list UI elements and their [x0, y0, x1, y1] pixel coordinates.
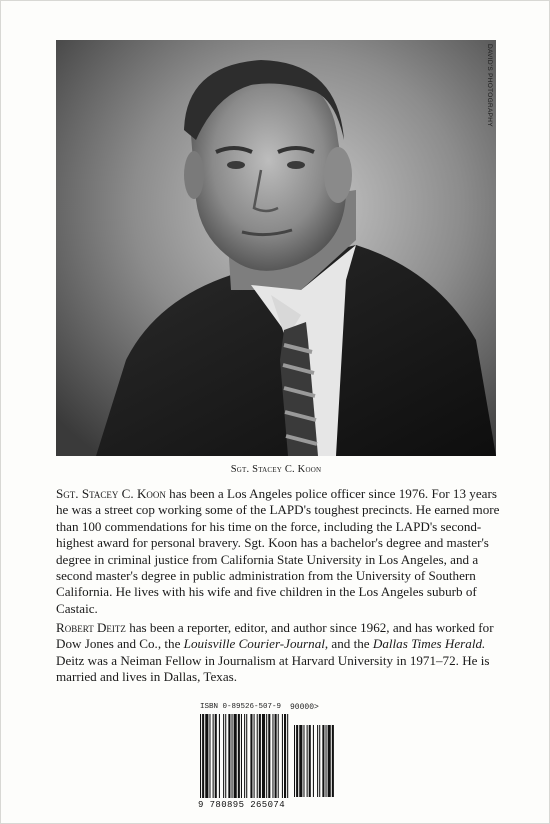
barcode-bar — [225, 714, 226, 798]
barcode-bar — [234, 714, 237, 798]
barcode-bar — [223, 714, 224, 798]
barcode-bar — [303, 725, 304, 797]
barcode-bar — [219, 714, 220, 798]
barcode-bar — [254, 714, 255, 798]
barcode-bar — [317, 725, 318, 797]
barcode-bar — [296, 725, 298, 797]
barcode-bar — [213, 714, 214, 798]
barcode-bar — [275, 714, 277, 798]
koon-bio-text: has been a Los Angeles police officer since 1976. For 13 years he was a street cop working some of the LAPD's toughest precincts. He earned more than 100 commendations for his time on the force, including the LAPD's second-highest award for personal bravery. Sgt. Koon has a bachelor's degree and master's degree in criminal justice from California State University in Los Angeles, and a second master's degree in public administration from the University of Southern California. He lives with his wife and five children in the Los Angeles suburb of Castaic. — [56, 486, 500, 616]
isbn-barcode — [198, 703, 348, 811]
barcode-bar — [287, 714, 288, 798]
koon-biography — [56, 486, 500, 617]
koon-name: Sgt. Stacey C. Koon — [56, 486, 166, 501]
barcode-bar — [284, 714, 286, 798]
deitz-bio-text-a: has been a reporter, editor, and author since 1962, and has worked for Dow Jones and Co., the — [56, 620, 494, 652]
barcode-bar — [262, 714, 265, 798]
barcode-bar — [268, 714, 270, 798]
barcode-bar — [326, 725, 327, 797]
photo-credit: DAVID'S PHOTOGRAPHY — [486, 44, 493, 127]
barcode-bar — [313, 725, 314, 797]
barcode-bar — [238, 714, 240, 798]
barcode-bar — [250, 714, 252, 798]
barcode-bar — [200, 714, 201, 798]
barcode-bar — [328, 725, 331, 797]
barcode-bar — [309, 725, 311, 797]
barcode-bar — [266, 714, 267, 798]
barcode-bar — [272, 714, 273, 798]
barcode-bar — [228, 714, 230, 798]
deitz-bio-text-c: Deitz was a Neiman Fellow in Journalism at Harvard University in 1971–72. He is married and lives in Dallas, Texas. — [56, 652, 490, 685]
barcode-bar — [294, 725, 295, 797]
author-photo — [56, 40, 496, 456]
author-portrait-image — [56, 40, 496, 456]
deitz-biography — [56, 620, 500, 686]
barcode-bar — [241, 714, 242, 798]
barcode-bar — [319, 725, 320, 797]
barcode-bar — [282, 714, 283, 798]
barcode-bar — [215, 714, 217, 798]
barcode-bar — [246, 714, 247, 798]
price-code: 90000> — [290, 703, 319, 712]
barcode-bars — [198, 703, 348, 813]
barcode-bar — [209, 714, 210, 798]
isbn-number: ISBN 0-89526-507-9 — [200, 703, 282, 711]
barcode-bar — [232, 714, 233, 798]
barcode-bar — [257, 714, 258, 798]
deitz-paper-2: Dallas Times Herald. — [372, 636, 486, 652]
barcode-bar — [202, 714, 204, 798]
ean-digits: 9 780895 265074 — [198, 800, 286, 810]
deitz-paper-1: Louisville Courier-Journal — [183, 636, 325, 652]
photo-caption: Sgt. Stacey C. Koon — [230, 464, 322, 475]
barcode-bar — [322, 725, 324, 797]
barcode-bar — [259, 714, 261, 798]
barcode-bar — [307, 725, 308, 797]
barcode-bar — [205, 714, 208, 798]
barcode-bar — [299, 725, 302, 797]
deitz-name: Robert Deitz — [56, 620, 126, 635]
barcode-bar — [244, 714, 245, 798]
barcode-bar — [332, 725, 334, 797]
barcode-bar — [278, 714, 279, 798]
deitz-bio-text-b: , and the — [324, 636, 373, 652]
